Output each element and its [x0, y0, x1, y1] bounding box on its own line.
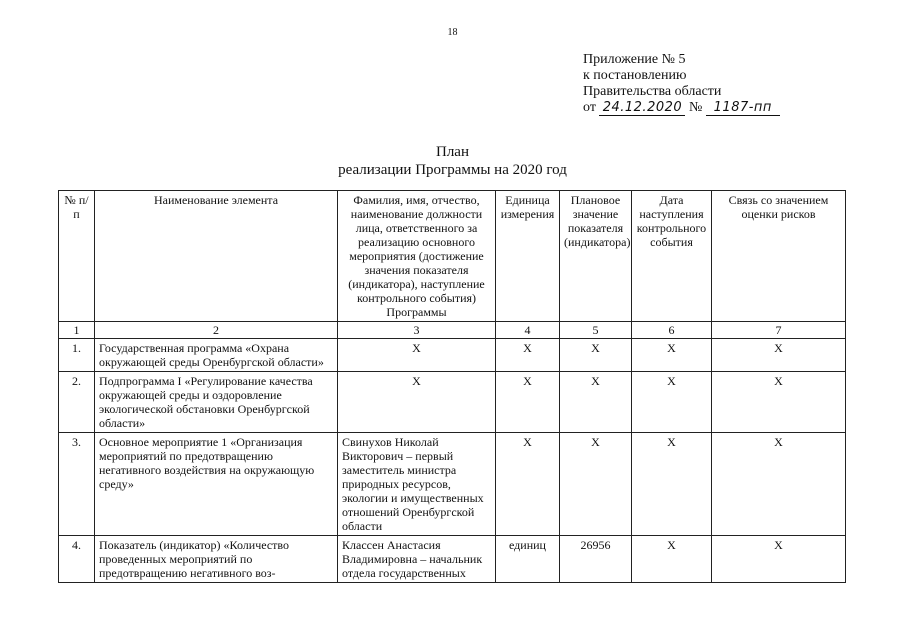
row-plan-value: 26956	[560, 536, 632, 583]
table-header-row	[59, 191, 846, 322]
row-event-date: Х	[632, 372, 712, 433]
row-unit: единиц	[496, 536, 560, 583]
row-risk-link: Х	[712, 372, 846, 433]
header-element-name: Наименование элемента	[95, 191, 338, 322]
column-number: 6	[632, 322, 712, 339]
appendix-line-1: Приложение № 5	[583, 52, 686, 67]
row-risk-link: Х	[712, 339, 846, 372]
appendix-line-4	[583, 100, 780, 116]
handwritten-date: 24.12.2020	[599, 101, 685, 116]
column-number: 7	[712, 322, 846, 339]
row-responsible: Х	[338, 372, 496, 433]
row-unit: Х	[496, 372, 560, 433]
column-number-row	[59, 322, 846, 339]
row-plan-value: Х	[560, 372, 632, 433]
row-unit: Х	[496, 433, 560, 536]
header-number: № п/п	[59, 191, 95, 322]
row-number: 4.	[59, 536, 95, 583]
row-event-date: Х	[632, 339, 712, 372]
row-plan-value: Х	[560, 339, 632, 372]
column-number: 1	[59, 322, 95, 339]
column-number: 5	[560, 322, 632, 339]
row-responsible: Х	[338, 339, 496, 372]
row-plan-value: Х	[560, 433, 632, 536]
row-element-name: Подпрограмма I «Регулирование качества окружающей среды и оздоровление экологической обстановки Оренбургской области»	[95, 372, 338, 433]
table-row	[59, 433, 846, 536]
header-risk-link: Связь со значением оценки рисков	[712, 191, 846, 322]
row-responsible: Свинухов Николай Викторович – первый заместитель министра природных ресурсов, экологии и имущественных отношений Оренбургской области	[338, 433, 496, 536]
row-number: 1.	[59, 339, 95, 372]
appendix-block	[583, 52, 780, 116]
plan-table	[58, 190, 846, 583]
header-event-date: Дата наступления контрольного события	[632, 191, 712, 322]
row-risk-link: Х	[712, 433, 846, 536]
row-element-name: Государственная программа «Охрана окружающей среды Оренбургской области»	[95, 339, 338, 372]
from-label: от	[583, 100, 596, 115]
row-responsible: Классен Анастасия Владимировна – начальник отдела государственных	[338, 536, 496, 583]
appendix-line-3: Правительства области	[583, 84, 722, 99]
column-number: 4	[496, 322, 560, 339]
table-row	[59, 339, 846, 372]
number-label: №	[688, 100, 703, 115]
row-element-name: Основное мероприятие 1 «Организация мероприятий по предотвращению негативного воздействия на окружающую среду»	[95, 433, 338, 536]
row-event-date: Х	[632, 433, 712, 536]
table-row	[59, 372, 846, 433]
header-responsible: Фамилия, имя, отчество, наименование должности лица, ответственного за реализацию основного мероприятия (достижение значения показателя (индикатора), наступление контрольного события) Программы	[338, 191, 496, 322]
column-number: 2	[95, 322, 338, 339]
row-number: 3.	[59, 433, 95, 536]
appendix-line-2: к постановлению	[583, 68, 687, 83]
table-row	[59, 536, 846, 583]
plan-title: План	[435, 144, 469, 160]
row-number: 2.	[59, 372, 95, 433]
handwritten-number: 1187-пп	[706, 101, 780, 116]
column-number: 3	[338, 322, 496, 339]
header-unit: Единица измерения	[496, 191, 560, 322]
page-number: 18	[447, 27, 458, 38]
row-risk-link: Х	[712, 536, 846, 583]
row-element-name: Показатель (индикатор) «Количество проведенных мероприятий по предотвращению негативного воз-	[95, 536, 338, 583]
header-plan-value: Плановое значение показателя (индикатора)	[560, 191, 632, 322]
plan-subtitle: реализации Программы на 2020 год	[338, 162, 567, 178]
row-event-date: Х	[632, 536, 712, 583]
row-unit: Х	[496, 339, 560, 372]
